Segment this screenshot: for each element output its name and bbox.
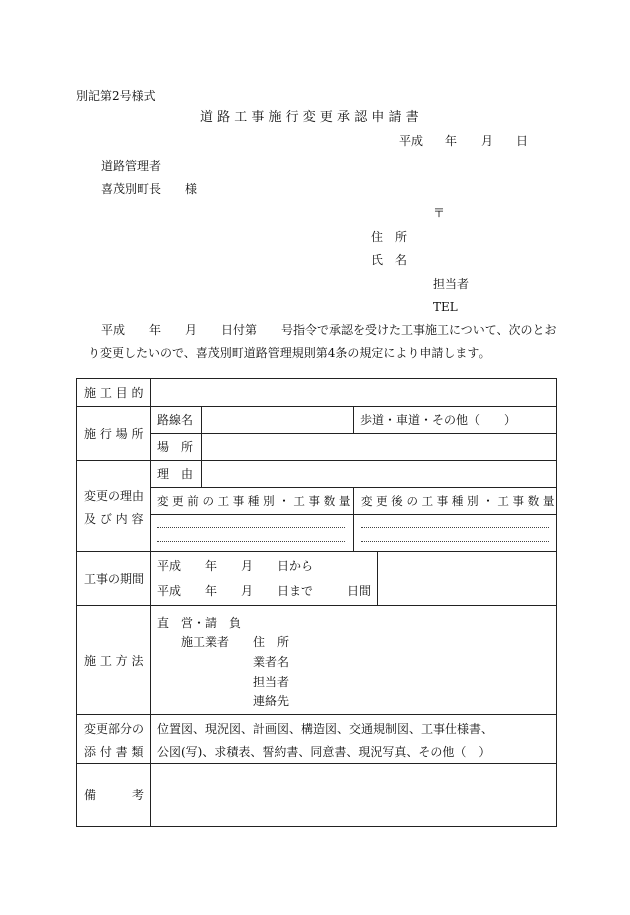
period-from: 平成 年 月 日から xyxy=(157,559,314,573)
document-title: 道 路 工 事 施 行 変 更 承 認 申 請 書 xyxy=(200,110,419,125)
reason-label: 理 由 xyxy=(157,467,194,481)
applicant-tel-label: TEL xyxy=(433,300,458,314)
addressee-name: 喜茂別町長 様 xyxy=(101,182,198,196)
application-table xyxy=(76,378,557,827)
after-header: 変 更 後 の 工 事 種 別 ・ 工 事 数 量 xyxy=(361,494,555,508)
route-name-field[interactable] xyxy=(202,407,352,432)
contractor-person-label: 担当者 xyxy=(253,675,290,689)
contractor-contact-label: 連絡先 xyxy=(253,694,290,708)
method-label: 施 工 方 法 xyxy=(84,654,144,668)
form-number: 別記第2号様式 xyxy=(76,89,156,103)
change-label-line-1: 変更の理由 xyxy=(84,489,145,503)
method-types: 直 営・請 負 xyxy=(157,616,242,630)
contractor-address-label: 住 所 xyxy=(253,635,290,649)
place-label: 場 所 xyxy=(157,440,194,454)
contractor-label: 施工業者 xyxy=(181,635,230,649)
postal-mark: 〒 xyxy=(433,206,446,220)
date-day: 日 xyxy=(516,134,529,148)
purpose-field[interactable] xyxy=(151,380,555,405)
road-type-options: 歩道・車道・その他（ ） xyxy=(360,413,517,427)
remarks-field[interactable] xyxy=(151,764,555,824)
body-text-line-1: 平成 年 月 日付第 号指令で承認を受けた工事施工について、次のとお xyxy=(101,323,557,337)
attachments-label-line-2: 添 付 書 類 xyxy=(84,745,144,759)
body-text-line-2: り変更したいので、喜茂別町道路管理規則第4条の規定により申請します。 xyxy=(88,346,491,360)
before-header: 変 更 前 の 工 事 種 別 ・ 工 事 数 量 xyxy=(157,494,351,508)
change-label-line-2: 及 び 内 容 xyxy=(84,512,144,526)
period-to: 平成 年 月 日まで xyxy=(157,584,314,598)
purpose-label: 施 工 目 的 xyxy=(84,386,144,400)
applicant-contact-label: 担当者 xyxy=(433,277,470,291)
reason-field[interactable] xyxy=(202,461,555,486)
date-year: 年 xyxy=(445,134,458,148)
attachments-line-1: 位置図、現況図、計画図、構造図、交通規制図、工事仕様書、 xyxy=(157,722,494,736)
date-era: 平成 xyxy=(399,134,424,148)
period-days: 日間 xyxy=(347,584,372,598)
date-month: 月 xyxy=(481,134,494,148)
applicant-name-label: 氏 名 xyxy=(371,253,408,267)
period-label: 工事の期間 xyxy=(84,572,145,586)
attachments-label-line-1: 変更部分の xyxy=(84,722,145,736)
location-label: 施 行 場 所 xyxy=(84,427,144,441)
applicant-address-label: 住 所 xyxy=(371,230,408,244)
addressee-title: 道路管理者 xyxy=(101,159,162,173)
remarks-label: 備 考 xyxy=(84,788,145,802)
attachments-line-2: 公図(写)、求積表、誓約書、同意書、現況写真、その他（ ） xyxy=(157,745,491,759)
route-name-label: 路線名 xyxy=(157,413,194,427)
place-field[interactable] xyxy=(202,434,555,459)
contractor-company-label: 業者名 xyxy=(253,655,290,669)
